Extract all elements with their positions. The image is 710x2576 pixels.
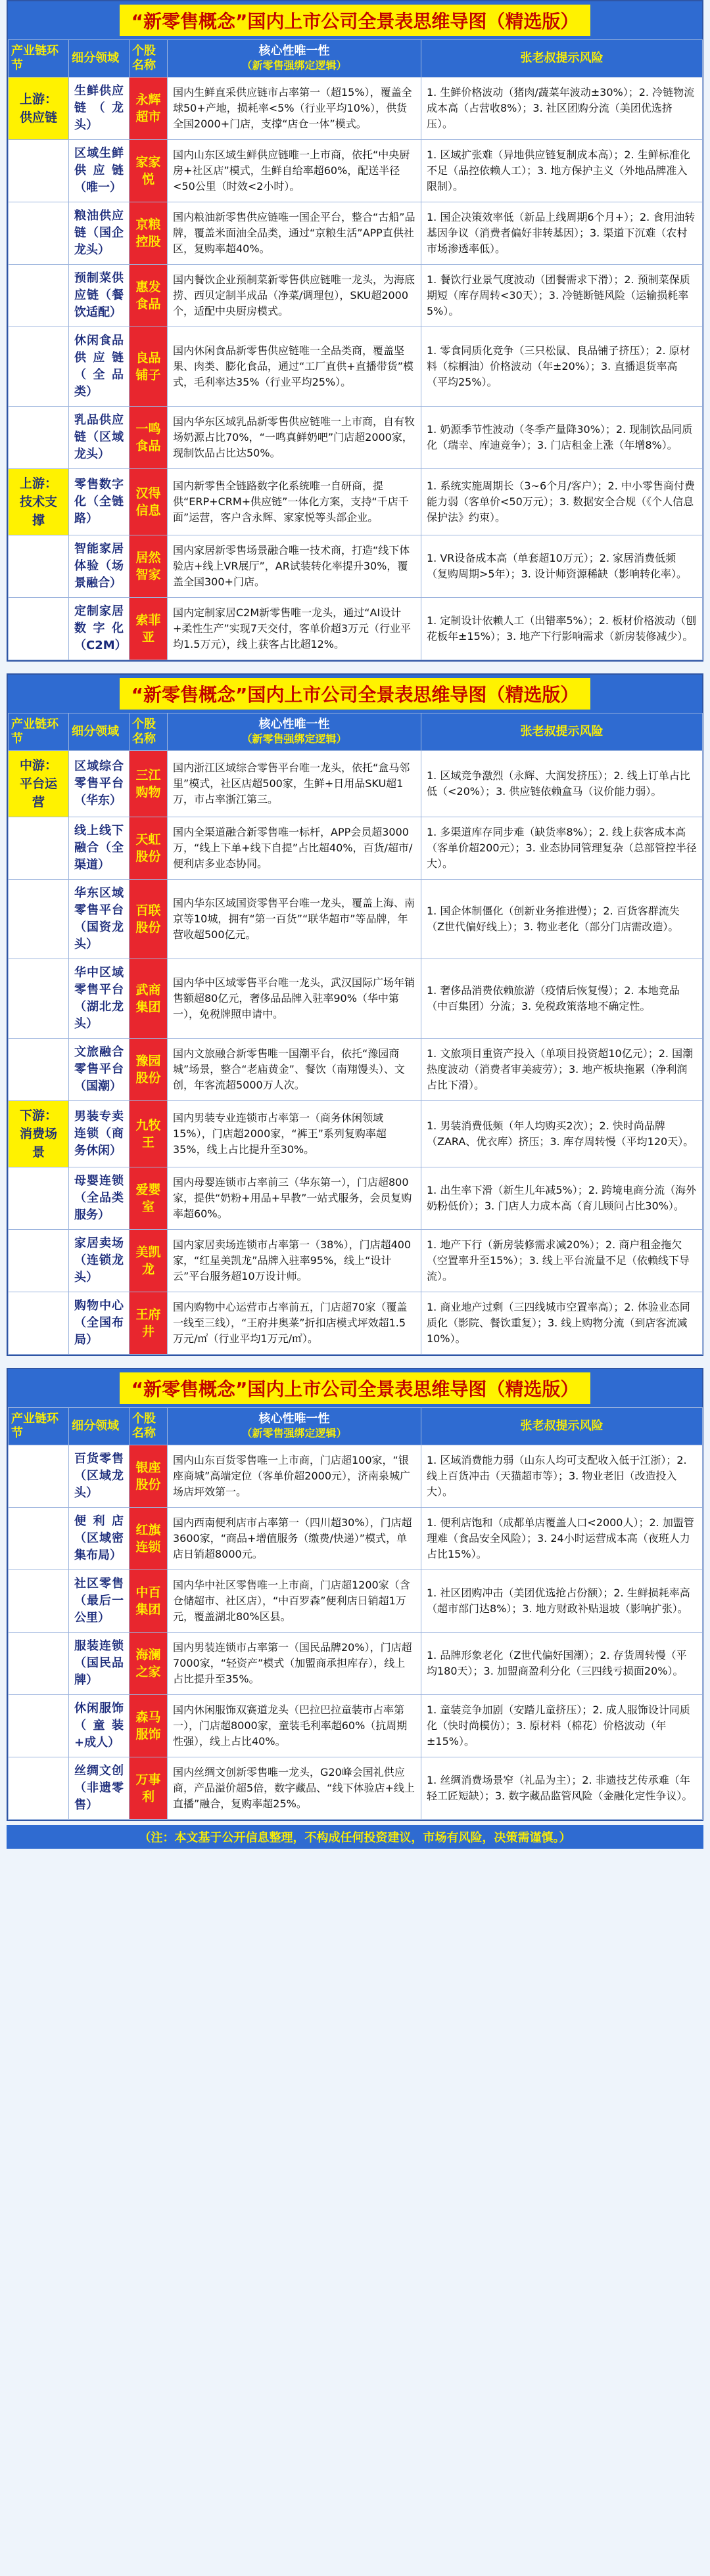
field-cell: 零售数字化（全链路） bbox=[69, 469, 130, 535]
chain-cell: 上游：供应链 bbox=[9, 78, 69, 140]
field-cell: 华中区域零售平台（湖北龙头） bbox=[69, 959, 130, 1039]
header-core-subtitle: （新零售强绑定逻辑） bbox=[241, 733, 347, 745]
table-row bbox=[9, 1695, 703, 1757]
stock-table bbox=[8, 1407, 703, 1820]
risk-cell: 1. 商业地产过剩（三四线城市空置率高）；2. 体验业态同质化（影院、餐饮重复）；3. 线上购物分流（到店客流减10%）。 bbox=[421, 1292, 703, 1355]
stock-name-cell: 天虹股份 bbox=[130, 817, 168, 880]
chain-cell bbox=[9, 1039, 69, 1101]
table-section bbox=[7, 673, 703, 1356]
chain-cell: 上游：技术支撑 bbox=[9, 469, 69, 535]
core-logic-cell: 国内山东区域生鲜供应链唯一上市商，依托“中央厨房+社区店”模式，生鲜自给率超60%，配送半径<50公里（时效<2小时）。 bbox=[168, 140, 421, 202]
field-cell: 丝绸文创（非遗零售） bbox=[69, 1757, 130, 1820]
stock-name-cell: 三江购物 bbox=[130, 751, 168, 817]
risk-cell: 1. 地产下行（新房装修需求减20%）；2. 商户租金拖欠（空置率升至15%）；3. 线上平台流量不足（依赖线下导流）。 bbox=[421, 1230, 703, 1292]
stock-name-cell: 汉得信息 bbox=[130, 469, 168, 535]
stock-name-cell: 万事利 bbox=[130, 1757, 168, 1820]
chain-cell: 中游：平台运营 bbox=[9, 751, 69, 817]
header-core-title: 核心性唯一性 bbox=[258, 44, 330, 58]
field-cell: 家居卖场（连锁龙头） bbox=[69, 1230, 130, 1292]
disclaimer-footer bbox=[7, 1825, 703, 1849]
table-row bbox=[9, 327, 703, 407]
field-cell: 定制家居数字化（C2M） bbox=[69, 598, 130, 660]
stock-name-cell: 美凯龙 bbox=[130, 1230, 168, 1292]
field-cell: 线上线下融合（全渠道） bbox=[69, 817, 130, 880]
core-logic-cell: 国内山东百货零售唯一上市商，门店超100家，“银座商城”高端定位（客单价超2000元），济南泉城广场店坪效第一。 bbox=[168, 1445, 421, 1508]
field-cell: 服装连锁（国民品牌） bbox=[69, 1633, 130, 1695]
header-core-title: 核心性唯一性 bbox=[258, 717, 330, 731]
header-stock: 个股名称 bbox=[130, 40, 168, 78]
field-cell: 智能家居体验（场景融合） bbox=[69, 535, 130, 598]
chain-cell bbox=[9, 1230, 69, 1292]
risk-cell: 1. 文旅项目重资产投入（单项目投资超10亿元）；2. 国潮热度波动（消费者审美疲劳）；3. 地产板块拖累（净利润占比下滑）。 bbox=[421, 1039, 703, 1101]
risk-cell: 1. 国企体制僵化（创新业务推进慢）；2. 百货客群流失（Z世代偏好线上）；3. 物业老化（部分门店需改造）。 bbox=[421, 880, 703, 959]
risk-cell: 1. 区域竞争激烈（永辉、大润发挤压）；2. 线上订单占比低（<20%）；3. 供应链依赖盒马（议价能力弱）。 bbox=[421, 751, 703, 817]
chain-cell bbox=[9, 880, 69, 959]
header-stock: 个股名称 bbox=[130, 713, 168, 751]
table-row bbox=[9, 1633, 703, 1695]
field-cell: 文旅融合零售平台（国潮） bbox=[69, 1039, 130, 1101]
table-row bbox=[9, 140, 703, 202]
risk-cell: 1. 童装竞争加剧（安踏儿童挤压）；2. 成人服饰设计同质化（快时尚模仿）；3. 原材料（棉花）价格波动（年±15%）。 bbox=[421, 1695, 703, 1757]
stock-name-cell: 一鸣食品 bbox=[130, 407, 168, 469]
header-chain: 产业链环节 bbox=[9, 1408, 69, 1445]
chain-cell bbox=[9, 1167, 69, 1230]
risk-cell: 1. 生鲜价格波动（猪肉/蔬菜年波动±30%）；2. 冷链物流成本高（占营收8%）；3. 社区团购分流（美团优选挤压）。 bbox=[421, 78, 703, 140]
table-row bbox=[9, 959, 703, 1039]
core-logic-cell: 国内休闲食品新零售供应链唯一全品类商，覆盖坚果、肉类、膨化食品，通过“工厂直供+直播带货”模式，毛利率达35%（行业平均25%）。 bbox=[168, 327, 421, 407]
stock-name-cell: 中百集团 bbox=[130, 1570, 168, 1633]
field-cell: 社区零售（最后一公里） bbox=[69, 1570, 130, 1633]
header-field: 细分领域 bbox=[69, 40, 130, 78]
header-risk: 张老叔提示风险 bbox=[421, 713, 703, 751]
table-row bbox=[9, 1230, 703, 1292]
chain-cell bbox=[9, 1757, 69, 1820]
stock-name-cell: 惠发食品 bbox=[130, 265, 168, 327]
stock-name-cell: 九牧王 bbox=[130, 1101, 168, 1167]
risk-cell: 1. 定制设计依赖人工（出错率5%）；2. 板材价格波动（刨花板年±15%）；3. 地产下行影响需求（新房装修减少）。 bbox=[421, 598, 703, 660]
table-row bbox=[9, 1292, 703, 1355]
risk-cell: 1. 区域消费能力弱（山东人均可支配收入低于江浙）；2. 线上百货冲击（天猫超市等）；3. 物业老旧（改造投入大）。 bbox=[421, 1445, 703, 1508]
header-core-subtitle: （新零售强绑定逻辑） bbox=[241, 59, 347, 72]
field-cell: 乳品供应链（区域龙头） bbox=[69, 407, 130, 469]
chain-cell bbox=[9, 1508, 69, 1570]
field-cell: 华东区域零售平台（国资龙头） bbox=[69, 880, 130, 959]
field-cell: 区域生鲜供应链（唯一） bbox=[69, 140, 130, 202]
stock-name-cell: 王府井 bbox=[130, 1292, 168, 1355]
core-logic-cell: 国内华东区域乳品新零售供应链唯一上市商，自有牧场奶源占比70%，“一鸣真鲜奶吧”门店超2000家，现制饮品占比达50%。 bbox=[168, 407, 421, 469]
table-row bbox=[9, 1757, 703, 1820]
stock-name-cell: 豫园股份 bbox=[130, 1039, 168, 1101]
table-row bbox=[9, 751, 703, 817]
core-logic-cell: 国内家居新零售场景融合唯一技术商，打造“线下体验店+线上VR展厅”，AR试装转化率提升30%，覆盖全国300+门店。 bbox=[168, 535, 421, 598]
stock-name-cell: 京粮控股 bbox=[130, 202, 168, 265]
stock-name-cell: 爱婴室 bbox=[130, 1167, 168, 1230]
stock-table bbox=[8, 713, 703, 1355]
page-title: “新零售概念”国内上市公司全景表思维导图（精选版） bbox=[120, 1372, 591, 1404]
table-row bbox=[9, 1039, 703, 1101]
core-logic-cell: 国内定制家居C2M新零售唯一龙头，通过“AI设计+柔性生产”实现7天交付，客单价超3万元（行业平均1.5万元），线上获客占比超12%。 bbox=[168, 598, 421, 660]
header-core-subtitle: （新零售强绑定逻辑） bbox=[241, 1427, 347, 1439]
table-row bbox=[9, 1445, 703, 1508]
chain-cell bbox=[9, 1445, 69, 1508]
risk-cell: 1. VR设备成本高（单套超10万元）；2. 家居消费低频（复购周期>5年）；3. 设计师资源稀缺（影响转化率）。 bbox=[421, 535, 703, 598]
header-field: 细分领域 bbox=[69, 1408, 130, 1445]
table-row bbox=[9, 407, 703, 469]
header-stock: 个股名称 bbox=[130, 1408, 168, 1445]
header-risk: 张老叔提示风险 bbox=[421, 1408, 703, 1445]
title-bar bbox=[8, 1, 702, 39]
chain-cell bbox=[9, 598, 69, 660]
core-logic-cell: 国内生鲜直采供应链市占率第一（超15%），覆盖全球50+产地，损耗率<5%（行业平均10%），供货全国2000+门店，支撑“店仓一体”模式。 bbox=[168, 78, 421, 140]
risk-cell: 1. 系统实施周期长（3~6个月/客户）；2. 中小零售商付费能力弱（客单价<50万元）；3. 数据安全合规（《个人信息保护法》约束）。 bbox=[421, 469, 703, 535]
risk-cell: 1. 社区团购冲击（美团优选抢占份额）；2. 生鲜损耗率高（超市部门达8%）；3. 地方财政补贴退坡（影响扩张）。 bbox=[421, 1570, 703, 1633]
chain-cell bbox=[9, 265, 69, 327]
header-field: 细分领域 bbox=[69, 713, 130, 751]
header-core bbox=[168, 1408, 421, 1445]
stock-name-cell: 海澜之家 bbox=[130, 1633, 168, 1695]
risk-cell: 1. 出生率下滑（新生儿年减5%）；2. 跨境电商分流（海外奶粉低价）；3. 门店人力成本高（育儿顾问占比30%）。 bbox=[421, 1167, 703, 1230]
risk-cell: 1. 丝绸消费场景窄（礼品为主）；2. 非遗技艺传承难（年轻工匠短缺）；3. 数字藏品监管风险（金融化定性争议）。 bbox=[421, 1757, 703, 1820]
chain-cell bbox=[9, 1695, 69, 1757]
stock-name-cell: 红旗连锁 bbox=[130, 1508, 168, 1570]
stock-name-cell: 武商集团 bbox=[130, 959, 168, 1039]
table-row bbox=[9, 202, 703, 265]
chain-cell bbox=[9, 407, 69, 469]
field-cell: 休闲服饰（童装+成人） bbox=[69, 1695, 130, 1757]
risk-cell: 1. 品牌形象老化（Z世代偏好国潮）；2. 存货周转慢（平均180天）；3. 加盟商盈利分化（三四线亏损面20%）。 bbox=[421, 1633, 703, 1695]
chain-cell bbox=[9, 1570, 69, 1633]
core-logic-cell: 国内家居卖场连锁市占率第一（38%），门店超400家，“红星美凯龙”品牌入驻率95%，线上“设计云”平台服务超10万设计师。 bbox=[168, 1230, 421, 1292]
stock-name-cell: 百联股份 bbox=[130, 880, 168, 959]
stock-name-cell: 森马服饰 bbox=[130, 1695, 168, 1757]
core-logic-cell: 国内母婴连锁市占率前三（华东第一），门店超800家，提供“奶粉+用品+早教”一站式服务，会员复购率超60%。 bbox=[168, 1167, 421, 1230]
chain-cell bbox=[9, 327, 69, 407]
field-cell: 便利店（区域密集布局） bbox=[69, 1508, 130, 1570]
chain-cell bbox=[9, 140, 69, 202]
table-row bbox=[9, 265, 703, 327]
stock-table bbox=[8, 39, 703, 660]
field-cell: 粮油供应链（国企龙头） bbox=[69, 202, 130, 265]
chain-cell bbox=[9, 817, 69, 880]
disclaimer-text: （注：本文基于公开信息整理，不构成任何投资建议，市场有风险，决策需谨慎。） bbox=[139, 1831, 571, 1845]
header-chain: 产业链环节 bbox=[9, 713, 69, 751]
title-bar bbox=[8, 675, 702, 713]
stock-name-cell: 索菲亚 bbox=[130, 598, 168, 660]
table-row bbox=[9, 1570, 703, 1633]
core-logic-cell: 国内浙江区域综合零售平台唯一龙头，依托“盒马邻里”模式，社区店超500家，生鲜+日用品SKU超1万，市占率浙江第三。 bbox=[168, 751, 421, 817]
field-cell: 生鲜供应链（龙头） bbox=[69, 78, 130, 140]
table-row bbox=[9, 1101, 703, 1167]
stock-name-cell: 永辉超市 bbox=[130, 78, 168, 140]
core-logic-cell: 国内男装专业连锁市占率第一（商务休闲领域15%），门店超2000家，“裤王”系列复购率超35%，线上占比提升至30%。 bbox=[168, 1101, 421, 1167]
table-row bbox=[9, 535, 703, 598]
core-logic-cell: 国内丝绸文创新零售唯一龙头，G20峰会国礼供应商，产品溢价超5倍，数字藏品、“线下体验店+线上直播”融合，复购率超25%。 bbox=[168, 1757, 421, 1820]
header-chain: 产业链环节 bbox=[9, 40, 69, 78]
core-logic-cell: 国内华中社区零售唯一上市商，门店超1200家（含仓储超市、社区店），“中百罗森”便利店日销超1万元，覆盖湖北80%区县。 bbox=[168, 1570, 421, 1633]
field-cell: 购物中心（全国布局） bbox=[69, 1292, 130, 1355]
core-logic-cell: 国内西南便利店市占率第一（四川超30%），门店超3600家，“商品+增值服务（缴费/快递）”模式，单店日销超8000元。 bbox=[168, 1508, 421, 1570]
table-row bbox=[9, 817, 703, 880]
table-section bbox=[7, 1368, 703, 1821]
core-logic-cell: 国内购物中心运营市占率前五，门店超70家（覆盖一线至三线），“王府井奥莱”折扣店模式坪效超1.5万元/㎡（行业平均1万元/㎡）。 bbox=[168, 1292, 421, 1355]
risk-cell: 1. 餐饮行业景气度波动（团餐需求下滑）；2. 预制菜保质期短（库存周转<30天）；3. 冷链断链风险（运输损耗率5%）。 bbox=[421, 265, 703, 327]
risk-cell: 1. 便利店饱和（成都单店覆盖人口<2000人）；2. 加盟管理难（食品安全风险）；3. 24小时运营成本高（夜班人力占比15%）。 bbox=[421, 1508, 703, 1570]
header-risk: 张老叔提示风险 bbox=[421, 40, 703, 78]
table-row bbox=[9, 598, 703, 660]
table-row bbox=[9, 78, 703, 140]
chain-cell bbox=[9, 959, 69, 1039]
chain-cell bbox=[9, 1292, 69, 1355]
field-cell: 百货零售（区域龙头） bbox=[69, 1445, 130, 1508]
stock-name-cell: 良品铺子 bbox=[130, 327, 168, 407]
field-cell: 区域综合零售平台（华东） bbox=[69, 751, 130, 817]
table-row bbox=[9, 880, 703, 959]
header-row bbox=[9, 713, 703, 751]
core-logic-cell: 国内华东区域国资零售平台唯一龙头，覆盖上海、南京等10城，拥有“第一百货”“联华超市”等品牌，年营收超500亿元。 bbox=[168, 880, 421, 959]
core-logic-cell: 国内粮油新零售供应链唯一国企平台，整合“古船”品牌，覆盖米面油全品类，通过“京粮生活”APP直供社区，复购率超40%。 bbox=[168, 202, 421, 265]
stock-name-cell: 银座股份 bbox=[130, 1445, 168, 1508]
core-logic-cell: 国内全渠道融合新零售唯一标杆，APP会员超3000万，“线上下单+线下自提”占比超40%，百货/超市/便利店多业态协同。 bbox=[168, 817, 421, 880]
risk-cell: 1. 奢侈品消费依赖旅游（疫情后恢复慢）；2. 本地竞品（中百集团）分流；3. 免税政策落地不确定性。 bbox=[421, 959, 703, 1039]
core-logic-cell: 国内华中区域零售平台唯一龙头，武汉国际广场年销售额超80亿元，奢侈品品牌入驻率90%（华中第一），免税牌照申请中。 bbox=[168, 959, 421, 1039]
field-cell: 休闲食品供应链（全品类） bbox=[69, 327, 130, 407]
core-logic-cell: 国内文旅融合新零售唯一国潮平台，依托“豫园商城”场景，整合“老庙黄金”、餐饮（南翔馒头）、文创，年客流超5000万人次。 bbox=[168, 1039, 421, 1101]
risk-cell: 1. 零食同质化竞争（三只松鼠、良品铺子挤压）；2. 原材料（棕榈油）价格波动（年±20%）；3. 直播退货率高（平均25%）。 bbox=[421, 327, 703, 407]
table-row bbox=[9, 1508, 703, 1570]
header-row bbox=[9, 40, 703, 78]
page-title: “新零售概念”国内上市公司全景表思维导图（精选版） bbox=[120, 5, 591, 36]
core-logic-cell: 国内男装连锁市占率第一（国民品牌20%），门店超7000家，“轻资产”模式（加盟商承担库存），线上占比提升至35%。 bbox=[168, 1633, 421, 1695]
risk-cell: 1. 奶源季节性波动（冬季产量降30%）；2. 现制饮品同质化（瑞幸、库迪竞争）；3. 门店租金上涨（年增8%）。 bbox=[421, 407, 703, 469]
chain-cell: 下游：消费场景 bbox=[9, 1101, 69, 1167]
title-bar bbox=[8, 1369, 702, 1407]
table-row bbox=[9, 1167, 703, 1230]
header-core bbox=[168, 40, 421, 78]
core-logic-cell: 国内休闲服饰双赛道龙头（巴拉巴拉童装市占率第一），门店超8000家，童装毛利率超60%（抗周期性强），线上占比40%。 bbox=[168, 1695, 421, 1757]
stock-name-cell: 居然智家 bbox=[130, 535, 168, 598]
header-row bbox=[9, 1408, 703, 1445]
core-logic-cell: 国内餐饮企业预制菜新零售供应链唯一龙头，为海底捞、西贝定制半成品（净菜/调理包），SKU超2000个，适配中央厨房模式。 bbox=[168, 265, 421, 327]
field-cell: 预制菜供应链（餐饮适配） bbox=[69, 265, 130, 327]
header-core bbox=[168, 713, 421, 751]
chain-cell bbox=[9, 202, 69, 265]
risk-cell: 1. 区域扩张难（异地供应链复制成本高）；2. 生鲜标准化不足（品控依赖人工）；3. 地方保护主义（外地品牌准入限制）。 bbox=[421, 140, 703, 202]
page-title: “新零售概念”国内上市公司全景表思维导图（精选版） bbox=[120, 678, 591, 710]
table-row bbox=[9, 469, 703, 535]
core-logic-cell: 国内新零售全链路数字化系统唯一自研商，提供“ERP+CRM+供应链”一体化方案，支持“千店千面”运营，客户含永辉、家家悦等头部企业。 bbox=[168, 469, 421, 535]
header-core-title: 核心性唯一性 bbox=[258, 1412, 330, 1426]
field-cell: 母婴连锁（全品类服务） bbox=[69, 1167, 130, 1230]
table-section bbox=[7, 0, 703, 662]
risk-cell: 1. 多渠道库存同步难（缺货率8%）；2. 线上获客成本高（客单价超200元）；3. 业态协同管理复杂（总部管控半径大）。 bbox=[421, 817, 703, 880]
risk-cell: 1. 男装消费低频（年人均购买2次）；2. 快时尚品牌（ZARA、优衣库）挤压；3. 库存周转慢（平均120天）。 bbox=[421, 1101, 703, 1167]
chain-cell bbox=[9, 1633, 69, 1695]
chain-cell bbox=[9, 535, 69, 598]
risk-cell: 1. 国企决策效率低（新品上线周期6个月+）；2. 食用油转基因争议（消费者偏好非转基因）；3. 渠道下沉难（农村市场渗透率低）。 bbox=[421, 202, 703, 265]
stock-name-cell: 家家悦 bbox=[130, 140, 168, 202]
field-cell: 男装专卖连锁（商务休闲） bbox=[69, 1101, 130, 1167]
